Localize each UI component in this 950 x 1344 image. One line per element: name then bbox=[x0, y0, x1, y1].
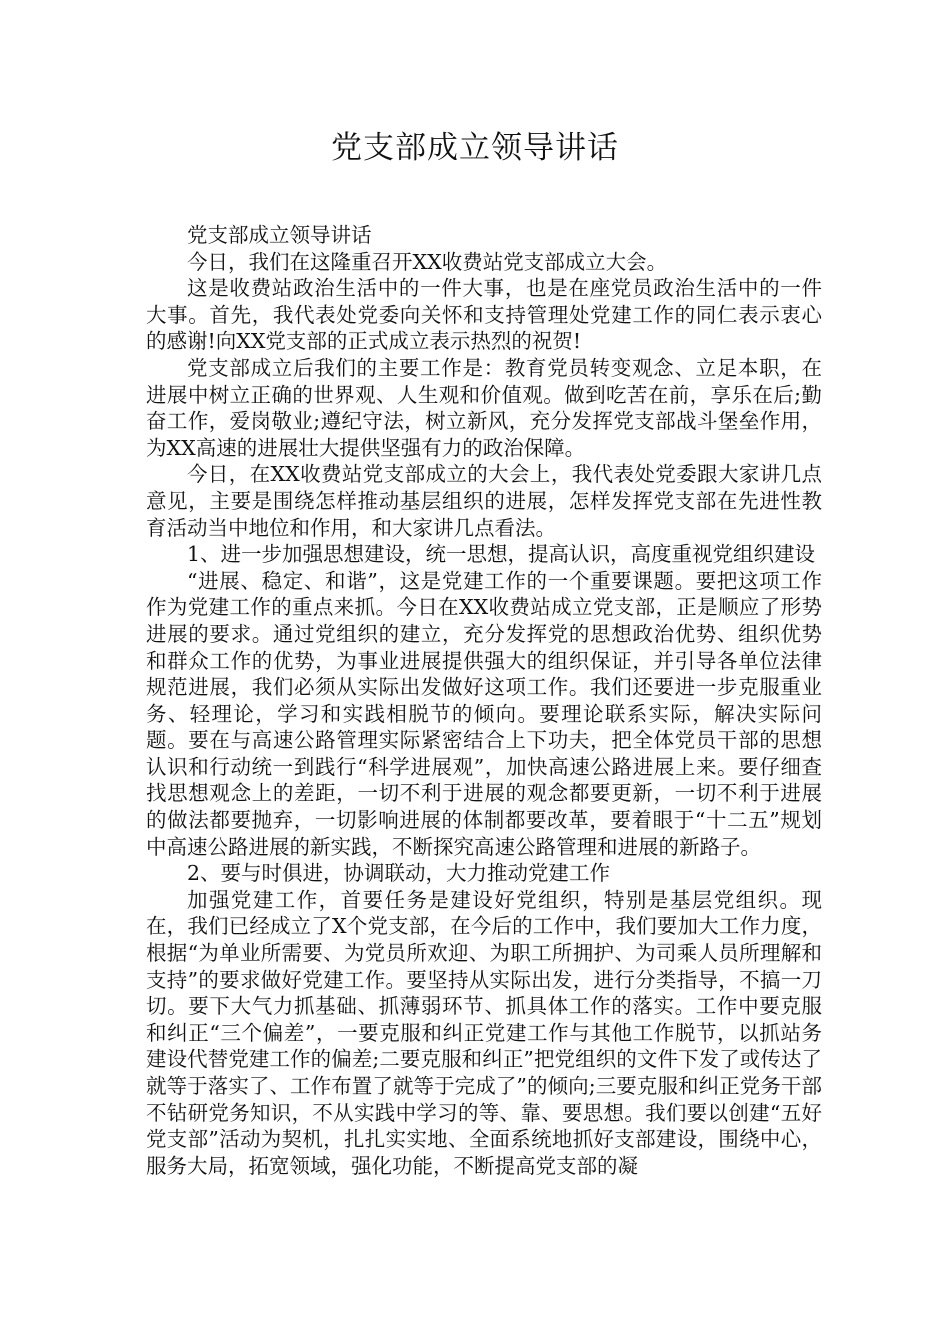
document-title: 党支部成立领导讲话 bbox=[331, 130, 619, 166]
paragraph: 党支部成立后我们的主要工作是：教育党员转变观念、立足本职，在进展中树立正确的世界观、人生观和价值观。做到吃苦在前，享乐在后;勤奋工作，爱岗敬业;遵纪守法，树立新风，充分发挥党支部战斗堡垒作用，为XX高速的进展壮大提供坚强有力的政治保障。 bbox=[146, 355, 822, 460]
paragraph: “进展、稳定、和谐”，这是党建工作的一个重要课题。要把这项工作作为党建工作的重点来抓。今日在XX收费站成立党支部，正是顺应了形势进展的要求。通过党组织的建立，充分发挥党的思想政治优势、组织优势和群众工作的优势，为事业进展提供强大的组织保证，并引导各单位法律规范进展，我们必须从实际出发做好这项工作。我们还要进一步克服重业务、轻理论，学习和实践相脱节的倾向。要理论联系实际，解决实际问题。要在与高速公路管理实际紧密结合上下功夫，把全体党员干部的思想认识和行动统一到践行“科学进展观”，加快高速公路进展上来。要仔细查找思想观念上的差距，一切不利于进展的观念都要更新，一切不利于进展的做法都要抛弃，一切影响进展的体制都要改革，要着眼于“十二五”规划中高速公路进展的新实践，不断探究高速公路管理和进展的新路子。 bbox=[146, 568, 822, 859]
section-heading: 2、要与时俱进，协调联动，大力推动党建工作 bbox=[187, 861, 611, 886]
paragraph: 加强党建工作，首要任务是建设好党组织，特别是基层党组织。现在，我们已经成立了X个党支部，在今后的工作中，我们要加大工作力度，根据“为单业所需要、为党员所欢迎、为职工所拥护、为司乘人员所理解和支持”的要求做好党建工作。要坚持从实际出发，进行分类指导，不搞一刀切。要下大气力抓基础、抓薄弱环节、抓具体工作的落实。工作中要克服和纠正“三个偏差”，一要克服和纠正党建工作与其他工作脱节，以抓站务建设代替党建工作的偏差;二要克服和纠正”把党组织的文件下发了或传达了就等于落实了、工作布置了就等于完成了”的倾向;三要克服和纠正党务干部不钻研党务知识，不从实践中学习的等、靠、要思想。我们要以创建“五好党支部”活动为契机，扎扎实实地、全面系统地抓好支部建设，围绕中心，服务大局，拓宽领域，强化功能，不断提高党支部的凝 bbox=[146, 887, 822, 1178]
paragraph: 这是收费站政治生活中的一件大事，也是在座党员政治生活中的一件大事。首先，我代表处党委向关怀和支持管理处党建工作的同仁表示衷心的感谢!向XX党支部的正式成立表示热烈的祝贺! bbox=[146, 276, 822, 354]
document-body bbox=[146, 222, 822, 1179]
paragraph: 今日，我们在这隆重召开XX收费站党支部成立大会。 bbox=[187, 249, 668, 274]
section-heading: 1、进一步加强思想建设，统一思想，提高认识，高度重视党组织建设 bbox=[187, 542, 816, 567]
paragraph-subtitle: 党支部成立领导讲话 bbox=[187, 223, 372, 247]
paragraph: 今日，在XX收费站党支部成立的大会上，我代表处党委跟大家讲几点意见，主要是围绕怎样推动基层组织的进展，怎样发挥党支部在先进性教育活动当中地位和作用，和大家讲几点看法。 bbox=[146, 462, 822, 540]
